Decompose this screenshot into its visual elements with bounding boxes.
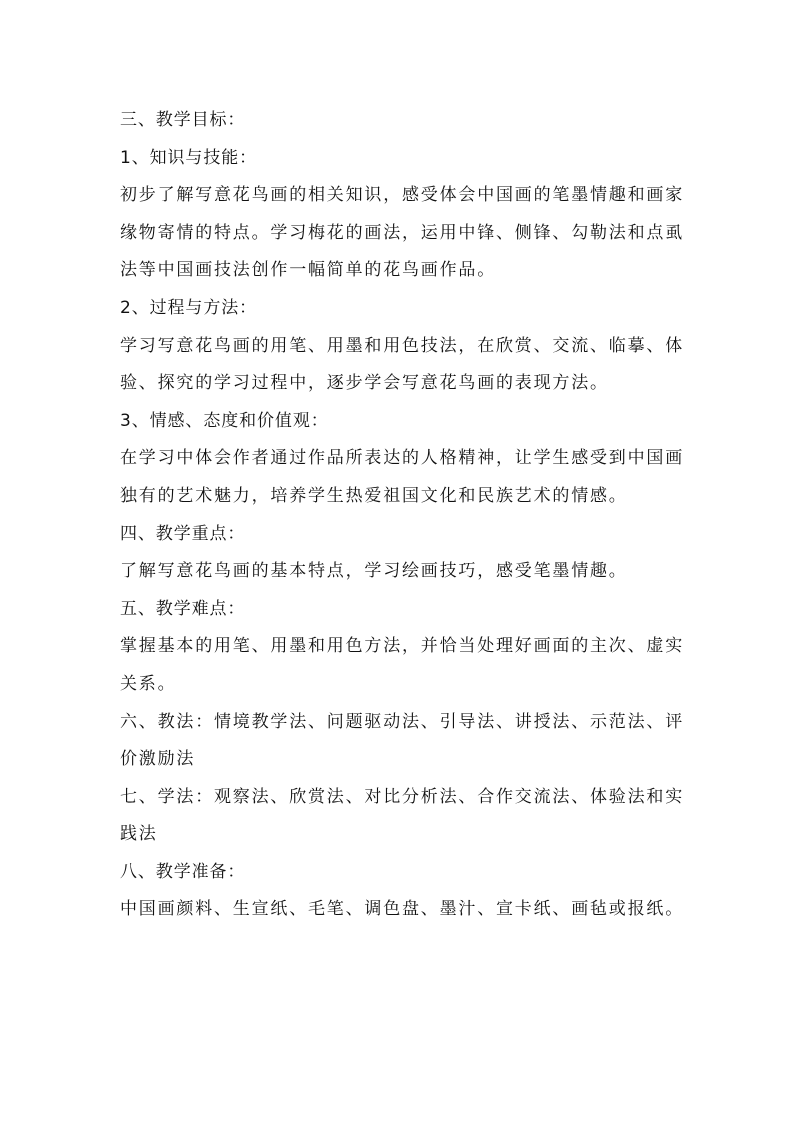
heading-objectives: 三、教学目标：	[120, 110, 246, 130]
difficulties-line-2: 关系。	[120, 673, 177, 694]
learning-methods-line-2: 践法	[120, 824, 158, 845]
teaching-methods-line-1: 六、教法：情境教学法、问题驱动法、引导法、讲授法、示范法、评	[120, 711, 684, 732]
heading-emotion-values: 3、情感、态度和价值观：	[120, 410, 329, 431]
heading-preparation: 八、教学准备：	[120, 861, 246, 882]
emotion-values-line-1: 在学习中体会作者通过作品所表达的人格精神，让学生感受到中国画	[120, 448, 684, 469]
heading-difficulties: 五、教学难点：	[120, 598, 246, 619]
heading-key-points: 四、教学重点：	[120, 523, 246, 544]
preparation-line-1: 中国画颜料、生宣纸、毛笔、调色盘、墨汁、宣卡纸、画毡或报纸。	[120, 899, 684, 920]
document-page	[120, 102, 684, 929]
emotion-values-line-2: 独有的艺术魅力，培养学生热爱祖国文化和民族艺术的情感。	[120, 485, 628, 506]
key-points-line-1: 了解写意花鸟画的基本特点，学习绘画技巧，感受笔墨情趣。	[120, 561, 628, 582]
knowledge-skills-line-1: 初步了解写意花鸟画的相关知识，感受体会中国画的笔墨情趣和画家	[120, 185, 684, 206]
process-method-line-1: 学习写意花鸟画的用笔、用墨和用色技法，在欣赏、交流、临摹、体	[120, 335, 684, 356]
knowledge-skills-line-2: 缘物寄情的特点。学习梅花的画法，运用中锋、侧锋、勾勒法和点虱	[120, 222, 684, 243]
heading-knowledge-skills: 1、知识与技能：	[120, 147, 258, 168]
learning-methods-line-1: 七、学法：观察法、欣赏法、对比分析法、合作交流法、体验法和实	[120, 786, 684, 807]
knowledge-skills-line-3: 法等中国画技法创作一幅简单的花鸟画作品。	[120, 260, 496, 281]
heading-process-method: 2、过程与方法：	[120, 297, 258, 318]
difficulties-line-1: 掌握基本的用笔、用墨和用色方法，并恰当处理好画面的主次、虚实	[120, 636, 684, 657]
process-method-line-2: 验、探究的学习过程中，逐步学会写意花鸟画的表现方法。	[120, 373, 609, 394]
teaching-methods-line-2: 价激励法	[120, 749, 196, 770]
